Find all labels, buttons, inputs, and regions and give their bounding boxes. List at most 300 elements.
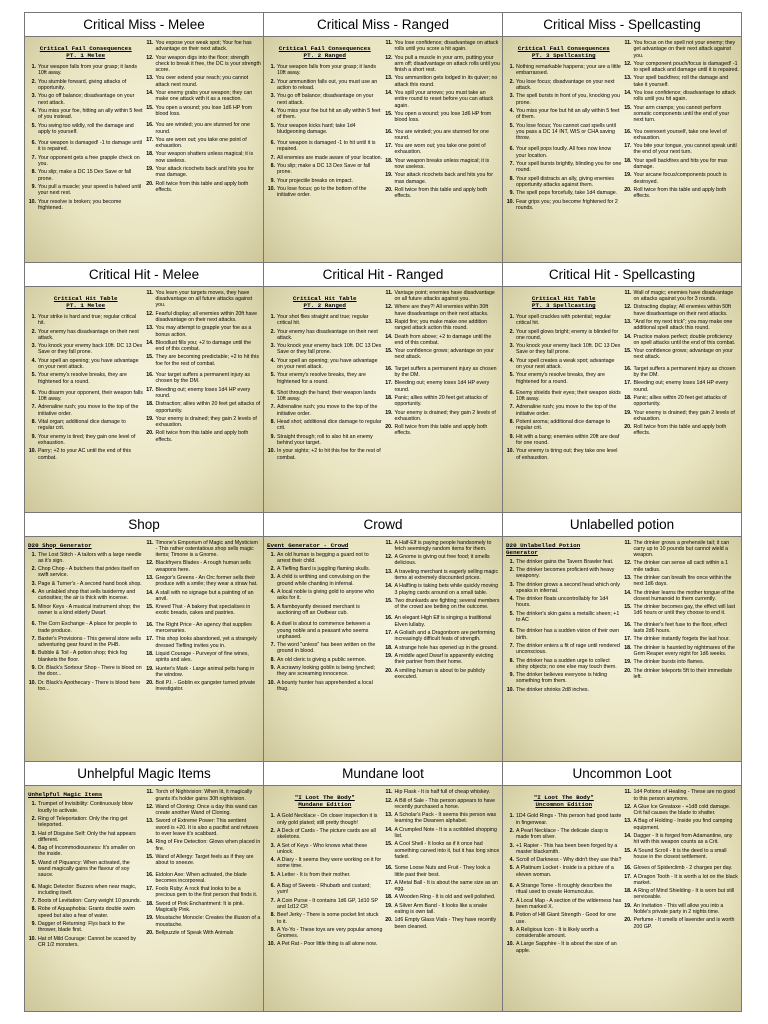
entry-number: 20. — [624, 186, 632, 193]
list-item — [28, 604, 144, 617]
entry-number: 5. — [31, 859, 36, 866]
card-subtitle: Event Generator - Crowd — [267, 541, 349, 549]
list-item — [506, 596, 622, 609]
cell-title: Critical Miss - Spellcasting — [503, 13, 741, 37]
list-item — [385, 410, 501, 423]
entry-text: Some Loose Nuts and Fruit - They look a little past their best. — [394, 865, 491, 878]
list-item — [624, 40, 740, 59]
card-column — [506, 290, 622, 510]
entry-text: Your enemy is drained; they gain 2 levels of exhaustion. — [394, 409, 496, 422]
entry-number: 9. — [270, 926, 275, 933]
card-column — [28, 789, 144, 1009]
entry-text: Ring of Teleportation: Only the ring get teleported. — [38, 815, 128, 829]
table-cell — [25, 263, 264, 513]
entry-text: A Dragon Tooth - It is worth a lot on the black market. — [633, 873, 738, 886]
entry-text: Your confidence grows; advantage on your next attack. — [633, 348, 733, 361]
entry-number: 14. — [624, 90, 632, 97]
list-item — [624, 903, 740, 916]
list-item — [506, 372, 622, 385]
entry-text: Your enemy grabs your weapon; they can make one attack with it as a reaction. — [155, 90, 253, 103]
entry-text: Your enemy is drained; they gain 2 levels of exhaustion. — [155, 415, 257, 429]
entry-text: Distraction; allies within 20 feet get attacks of opportunity. — [155, 401, 261, 414]
list-item — [506, 813, 622, 826]
entry-text: Your enemy's resolve breaks, they are frightened for a round. — [277, 372, 366, 385]
list-item — [624, 366, 740, 379]
entry-number: 13. — [146, 75, 154, 82]
list-item — [267, 390, 383, 403]
entry-text: Adrenaline rush; you move to the top of the initiative order. — [516, 404, 617, 417]
entry-number: 9. — [31, 183, 36, 190]
entry-number: 16. — [146, 621, 154, 628]
entry-number: 12. — [624, 560, 632, 567]
entry-text: An elegant High Elf is singing a traditional Elven lullaby. — [394, 615, 492, 628]
entry-text: You go off balance; disadvantage on your next attack. — [277, 93, 374, 106]
list-item — [267, 404, 383, 417]
entry-text: A local noble is giving gold to anyone who asks for it. — [277, 589, 375, 602]
entry-number: 12. — [385, 54, 393, 61]
entry-number: 12. — [624, 60, 632, 67]
entry-number: 16. — [624, 128, 632, 135]
list-item — [28, 343, 144, 356]
entry-number: 12. — [624, 803, 632, 810]
entry-text: A Set of Keys - Who knows what these unlock. — [277, 842, 368, 855]
entry-number: 12. — [146, 560, 154, 567]
entry-number: 9. — [509, 190, 514, 197]
entry-list — [624, 540, 740, 681]
entry-text: You open a wound; you lose 1d6 HP from blood loss. — [155, 104, 253, 117]
list-item — [28, 79, 144, 92]
entry-text: A Half-Elf is paying people handsomely to fetch seemingly random items for them. — [394, 539, 492, 552]
entry-text: The drinker grows a second head which only speaks in infernal. — [516, 581, 620, 594]
entry-number: 13. — [146, 818, 154, 825]
entry-number: 18. — [385, 644, 393, 651]
entry-number: 16. — [624, 365, 632, 372]
entry-text: An Invitation - This will allow you into a Noble's private party in 2 nights time. — [633, 902, 724, 915]
entry-text: The drinker is haunted by nightmares of the Grim Reaper every night for 1d6 weeks. — [633, 644, 735, 657]
entry-list — [28, 801, 144, 948]
entry-number: 7. — [31, 404, 36, 411]
entry-number: 17. — [624, 380, 632, 387]
entry-number: 4. — [31, 357, 36, 364]
entry-list — [385, 290, 501, 437]
card-column — [267, 40, 383, 260]
card-column — [624, 40, 740, 260]
card-subtitle: Critical Hit Table PT. 3 Spellcasting — [531, 294, 596, 309]
entry-text: Straight through; roll to also hit an enemy behind your target. — [277, 433, 373, 446]
list-item — [146, 151, 262, 164]
entry-text: Your resolve is broken; you become frightened. — [38, 198, 122, 211]
list-item — [624, 319, 740, 332]
entry-text: In your sights; +2 to hit this foe for the rest of combat. — [277, 448, 381, 461]
entry-number: 16. — [385, 128, 393, 135]
list-item — [146, 354, 262, 367]
cell-title: Unlabelled potion — [503, 513, 741, 537]
table-card — [264, 786, 502, 1011]
entry-text: A flamboyantly dressed merchant is auctioning off an Owlbear cub. — [277, 603, 360, 616]
list-item — [146, 75, 262, 88]
entry-number: 5. — [270, 372, 275, 379]
entry-text: The spell pops forcefully, take 1d4 damage. — [516, 190, 618, 197]
entry-text: The drinker instantly forgets the last hour. — [633, 636, 730, 643]
entry-number: 2. — [31, 328, 36, 335]
entry-number: 3. — [509, 93, 514, 100]
entry-number: 13. — [385, 812, 393, 819]
entry-list — [267, 552, 383, 693]
list-item — [267, 448, 383, 461]
list-item — [385, 304, 501, 317]
table-card — [25, 287, 263, 512]
list-item — [506, 190, 622, 196]
entry-text: Your spell an opening; you have advantage on your next attack. — [277, 357, 378, 370]
list-item — [385, 380, 501, 393]
entry-list — [506, 559, 622, 693]
entry-number: 14. — [385, 583, 393, 590]
table-card — [503, 37, 741, 262]
entry-number: 18. — [146, 650, 154, 657]
list-item — [146, 137, 262, 150]
list-item — [146, 166, 262, 179]
entry-text: Your confidence grows; advantage on your next attack. — [394, 348, 494, 361]
entry-number: 12. — [385, 304, 393, 311]
cell-title: Uncommon Loot — [503, 762, 741, 786]
entry-number: 17. — [385, 879, 393, 886]
entry-number: 2. — [509, 828, 514, 834]
list-item — [506, 404, 622, 417]
entry-number: 18. — [385, 157, 393, 164]
entry-number: 20. — [624, 667, 632, 674]
entry-text: You lose confidence; disadvantage on attack rolls until you score a hit again. — [394, 40, 499, 53]
entry-number: 16. — [385, 865, 393, 872]
entry-number: 13. — [146, 574, 154, 581]
entry-number: 20. — [385, 667, 393, 674]
entry-number: 20. — [146, 929, 154, 936]
entry-number: 14. — [146, 90, 154, 97]
list-item — [385, 615, 501, 628]
entry-text: You are worn out; you take one point of exhaustion. — [155, 136, 247, 150]
entry-text: The drinker learns the mother tongue of the closest humanoid to them currently. — [633, 589, 735, 602]
list-item — [506, 343, 622, 356]
list-item — [624, 560, 740, 573]
entry-number: 10. — [28, 679, 36, 686]
list-item — [267, 163, 383, 176]
entry-number: 3. — [270, 574, 275, 581]
entry-number: 2. — [270, 78, 275, 85]
list-item — [624, 622, 740, 635]
card-column — [267, 290, 383, 510]
table-card — [264, 37, 502, 262]
entry-text: All enemies are made aware of your location. — [277, 154, 383, 161]
list-item — [385, 598, 501, 611]
entry-text: A Platinum Locket - Inside is a picture of a eleven woman. — [516, 865, 614, 878]
entry-text: Dagger of Returning: Flys back to the thrower, blade first. — [38, 921, 125, 934]
list-item — [624, 129, 740, 142]
list-item — [28, 589, 144, 602]
entry-text: The drinker can breath fire once within the next 1d6 days. — [633, 574, 732, 588]
list-item — [28, 581, 144, 587]
list-item — [624, 90, 740, 103]
entry-number: 2. — [509, 78, 514, 85]
entry-number: 19. — [385, 172, 393, 179]
list-item — [624, 410, 740, 423]
entry-text: You go off balance; disadvantage on your next attack. — [38, 93, 135, 106]
entry-number: 6. — [509, 389, 514, 396]
entry-text: The drinker gains the Tavern Brawler feat. — [516, 558, 614, 565]
entry-text: Target suffers a permanent injury as chosen by the DM. — [633, 365, 736, 379]
entry-number: 4. — [270, 357, 275, 364]
entry-text: Hunter's Mark - Large animal pelts hang in the window. — [155, 665, 255, 678]
entry-text: A Wooden Ring - It is old and well polished. — [394, 894, 496, 901]
entry-number: 18. — [624, 157, 632, 164]
card-column — [506, 789, 622, 1009]
entry-text: Your enemy is tired; they gain one level of exhaustion. — [38, 433, 136, 446]
list-item — [146, 372, 262, 385]
list-item — [267, 186, 383, 199]
list-item — [506, 199, 622, 212]
entry-text: A Deck of Cards - The picture cards are all skeletons. — [277, 828, 376, 841]
entry-number: 19. — [385, 409, 393, 416]
list-item — [506, 843, 622, 856]
entry-number: 15. — [385, 110, 393, 117]
card-column — [146, 290, 262, 510]
entry-text: The drinker can sense all cacti within a 1 mile radius. — [633, 560, 729, 573]
entry-list — [146, 789, 262, 936]
list-item — [146, 90, 262, 103]
list-item — [146, 122, 262, 135]
entry-text: A Cool Shell - It looks as if it once had something carved into it, but it has long since faded. — [394, 841, 500, 860]
list-item — [385, 917, 501, 930]
entry-text: This shop looks abandoned, yet a strangely dressed Tiefling invites you in. — [155, 636, 257, 649]
list-item — [28, 845, 144, 858]
entry-number: 3. — [31, 343, 36, 350]
list-item — [624, 848, 740, 861]
entry-text: A Gold Necklace - On closer inspection it is only gold plated; still pretty though! — [277, 813, 378, 826]
entry-number: 5. — [509, 372, 514, 379]
entry-text: You lose focus; go to the bottom of the initiative order. — [277, 185, 367, 199]
list-item — [146, 40, 262, 53]
table-card — [503, 786, 741, 1011]
entry-number: 3. — [509, 581, 514, 588]
entry-text: "And for my next trick"; you may make one additional spell attack this round. — [633, 318, 733, 332]
entry-text: Your weapon digs into the floor; strength check to break it free, the DC is your strength score. — [155, 54, 261, 74]
entry-number: 4. — [509, 596, 514, 603]
list-item — [506, 93, 622, 106]
entry-number: 7. — [270, 154, 275, 161]
entry-text: You pull a muscle in your arm, putting your arm off; disadvantage on attack rolls until you finish a short rest. — [394, 54, 500, 74]
list-item — [385, 653, 501, 666]
list-item — [267, 927, 383, 940]
list-item — [385, 789, 501, 795]
entry-text: A Goliath and a Dragonborn are performing increasingly difficult feats of strength. — [394, 630, 496, 643]
list-item — [624, 187, 740, 200]
list-item — [506, 828, 622, 841]
entry-text: Bellpuzzle of Speak With Animals — [155, 929, 234, 936]
entry-text: Sword of Pink Enchantment: It is pink. Magically Pink. — [155, 900, 244, 913]
entry-text: Where are they?! All enemies within 30ft have disadvantage on their next attacks. — [394, 304, 489, 317]
card-subtitle: "I Loot The Body" Mundane Edition — [294, 794, 355, 809]
entry-number: 15. — [624, 104, 632, 111]
entry-number: 18. — [385, 394, 393, 401]
entry-number: 13. — [385, 318, 393, 325]
list-item — [624, 290, 740, 303]
entry-number: 5. — [31, 122, 36, 129]
entry-number: 1. — [31, 551, 36, 558]
entry-text: A Pearl Necklace - The delicate clasp is made from silver. — [516, 828, 609, 841]
list-item — [506, 390, 622, 403]
list-item — [267, 314, 383, 327]
cell-title: Critical Miss - Melee — [25, 13, 263, 37]
entry-number: 15. — [624, 348, 632, 355]
entry-text: Roll twice from this table and apply both effects. — [394, 186, 488, 200]
entry-text: Roll twice from this table and apply both effects. — [633, 424, 727, 437]
list-item — [385, 668, 501, 681]
entry-text: Bloodlust fills you; +2 to damage until the end of this combat. — [155, 339, 252, 353]
entry-text: A smiling human is about to be publicly executed. — [394, 667, 485, 680]
list-item — [146, 430, 262, 443]
list-item — [267, 79, 383, 92]
entry-text: Hat of Mild Courage: Cannot be scared by CR 1/2 monsters. — [38, 935, 137, 948]
entry-number: 11. — [624, 789, 632, 796]
entry-text: You focus on the spell not your enemy; they get advantage on their next attack against you. — [633, 40, 736, 59]
entry-number: 15. — [385, 597, 393, 604]
entry-number: 8. — [270, 419, 275, 426]
entry-text: Rapid fire; you make make one addition ranged attack action this round. — [394, 318, 488, 332]
entry-number: 2. — [509, 328, 514, 335]
table-card — [25, 37, 263, 262]
entry-text: Kneed That - A bakery that specialises in exotic breads, cakes and pastries. — [155, 604, 251, 617]
list-item — [146, 651, 262, 664]
entry-number: 20. — [624, 424, 632, 431]
entry-text: You miss your foe but hit an ally within 5 feet of them. — [516, 107, 620, 121]
list-item — [28, 434, 144, 447]
entry-number: 9. — [31, 665, 36, 672]
list-item — [146, 622, 262, 635]
entry-number: 8. — [31, 419, 36, 426]
entry-text: Your spell creates a weak spot; advantage on your next attack. — [516, 357, 615, 370]
entry-text: Two drunkards are fighting; several members of the crowd are betting on the outcome. — [394, 597, 500, 611]
entry-number: 6. — [31, 140, 36, 147]
entry-number: 20. — [146, 680, 154, 687]
table-cell — [25, 13, 264, 263]
list-item — [146, 818, 262, 837]
entry-number: 10. — [267, 185, 275, 192]
entry-text: Roll twice from this table and apply both effects. — [155, 180, 249, 193]
entry-list — [506, 314, 622, 461]
card-column — [385, 789, 501, 1009]
entry-number: 3. — [31, 830, 36, 837]
list-item — [267, 419, 383, 432]
entry-number: 11. — [385, 40, 393, 46]
list-item — [28, 108, 144, 121]
entry-number: 20. — [146, 180, 154, 187]
list-item — [506, 857, 622, 863]
entry-text: You are winded; you are stunned for one round. — [394, 128, 489, 141]
entry-text: Nothing remarkable happens; your are a little embarrassed. — [516, 64, 621, 77]
card-column — [146, 540, 262, 760]
card-column — [385, 290, 501, 510]
entry-number: 2. — [270, 328, 275, 335]
entry-number: 14. — [146, 589, 154, 596]
list-item — [506, 79, 622, 92]
list-item — [267, 898, 383, 911]
entry-text: You miss your foe, hitting an ally within 5 feet of you instead. — [38, 107, 143, 121]
entry-number: 15. — [146, 104, 154, 111]
list-item — [385, 319, 501, 332]
entry-number: 9. — [270, 177, 275, 184]
entry-number: 1. — [270, 64, 275, 71]
list-item — [624, 917, 740, 930]
list-item — [28, 404, 144, 417]
entry-text: An unlabled shop that sells taxidermy and curiosities; the air is thick with incense. — [38, 589, 136, 602]
list-item — [624, 668, 740, 681]
list-item — [267, 178, 383, 184]
entry-number: 4. — [509, 857, 514, 864]
entry-number: 17. — [146, 886, 154, 893]
list-item — [624, 380, 740, 393]
list-item — [146, 915, 262, 928]
list-item — [28, 552, 144, 565]
list-item — [28, 169, 144, 182]
entry-text: A Strange Tome - It roughly describes the ritual used to create Homunculus. — [516, 883, 613, 896]
list-item — [146, 181, 262, 194]
entry-number: 1. — [270, 313, 275, 320]
entry-text: Gloves of Spiderclimb - 2 charges per day. — [633, 865, 733, 872]
entry-text: Head shot; additional dice damage to regular crit. — [277, 419, 382, 432]
entry-text: Your opponent gets a free grapple check on you. — [38, 154, 140, 168]
entry-text: You expose your weak spot; Your foe has advantage on their next attack. — [155, 40, 252, 53]
list-item — [146, 325, 262, 338]
entry-text: Target suffers a permanent injury as chosen by the DM. — [394, 365, 497, 379]
card-subtitle: Critical Hit Table PT. 2 Ranged — [292, 294, 357, 309]
entry-number: 7. — [509, 642, 514, 649]
cell-title: Crowd — [264, 513, 502, 537]
list-item — [624, 158, 740, 171]
entry-text: Your spell an opening; you have advantage on your next attack. — [38, 357, 139, 370]
entry-number: 7. — [270, 404, 275, 411]
list-item — [28, 906, 144, 919]
entry-number: 19. — [146, 166, 154, 173]
list-item — [267, 665, 383, 678]
entry-text: You swing too wildly, roll the damage and apply to yourself. — [38, 122, 134, 135]
entry-number: 6. — [270, 883, 275, 890]
entry-number: 6. — [270, 621, 275, 628]
entry-text: You lose confidence; disadvantage to attack rolls until you hit again. — [633, 90, 736, 103]
entry-text: You bite your tongue, you cannot speak until the end of your next turn. — [633, 143, 737, 156]
entry-number: 9. — [31, 921, 36, 928]
entry-number: 18. — [624, 888, 632, 895]
entry-number: 15. — [624, 604, 632, 611]
entry-number: 14. — [624, 589, 632, 596]
entry-number: 17. — [146, 386, 154, 393]
entry-text: Your enemy has disadvantage on their next attack. — [277, 328, 378, 341]
entry-text: Boil P.I. - Goblin ex gangster turned private investigator. — [155, 680, 256, 693]
entry-text: Your shot flies straight and true; regular critical hit. — [277, 313, 369, 327]
list-item — [146, 105, 262, 118]
table-cell — [264, 13, 503, 263]
list-item — [385, 75, 501, 88]
card-column — [267, 540, 383, 760]
entry-text: Your weapon falls from your grasp; it lands 10ft away. — [277, 64, 377, 77]
entry-text: Fearful display; all enemies within 20ft have disadvantage on their next attacks. — [155, 310, 258, 323]
table-card — [264, 287, 502, 512]
entry-number: 10. — [28, 198, 36, 205]
entry-number: 16. — [624, 621, 632, 628]
entry-text: Panic; allies within 20 feet get attacks of opportunity. — [633, 394, 727, 408]
entry-list — [385, 540, 501, 681]
list-item — [146, 560, 262, 573]
list-item — [624, 334, 740, 347]
list-item — [28, 184, 144, 197]
entry-number: 8. — [509, 912, 514, 919]
